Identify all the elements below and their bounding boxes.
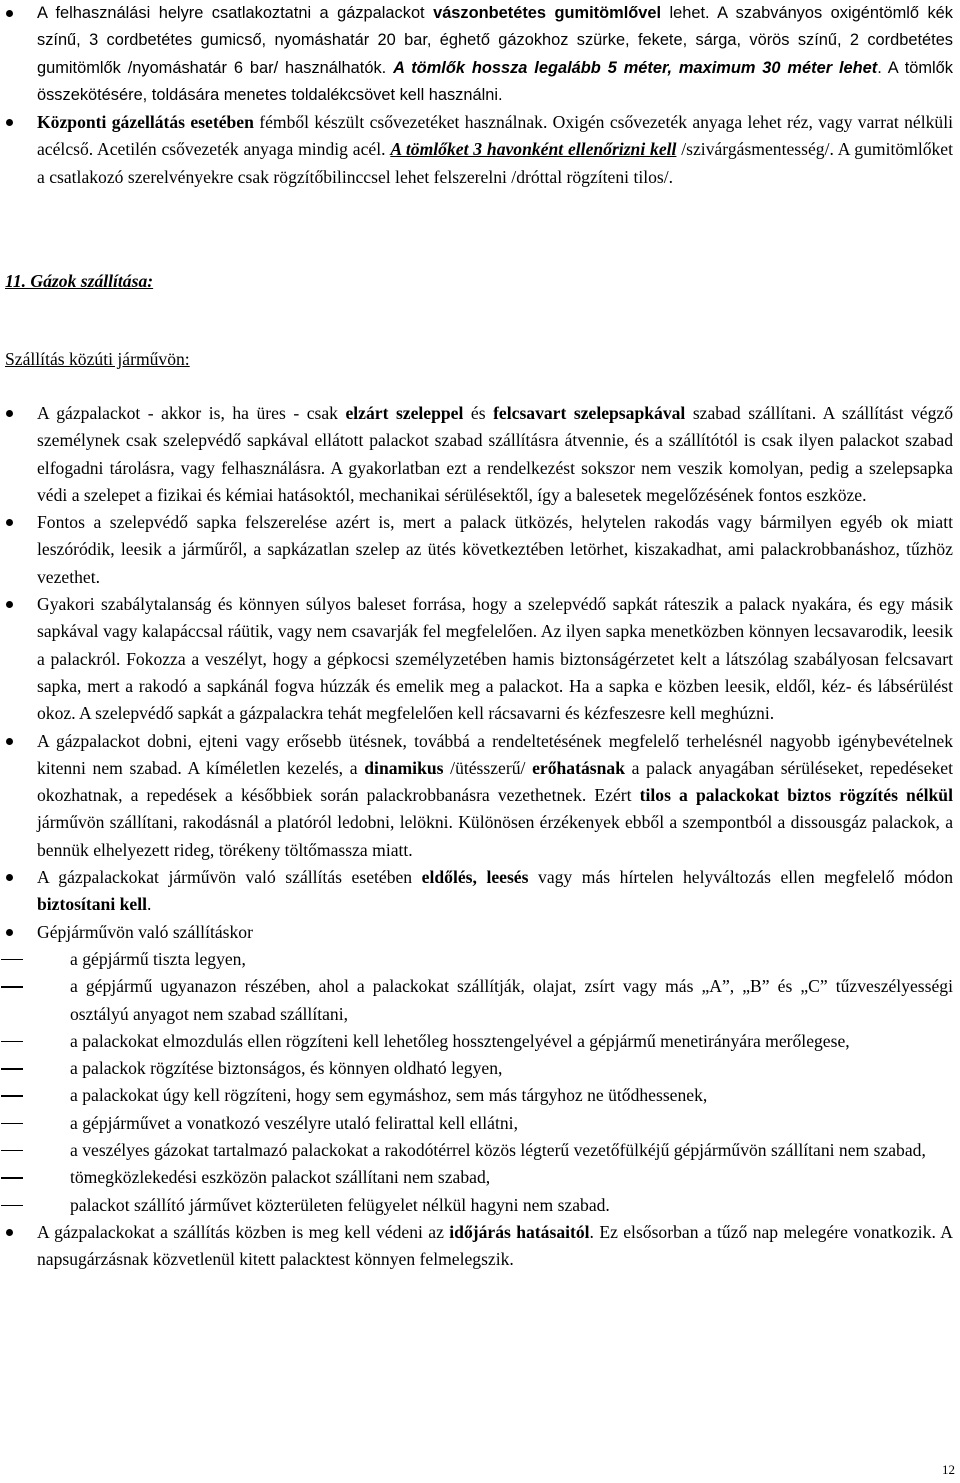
list-item: A gázpalackokat a szállítás közben is meg kell védeni az időjárás hatásaitól. Ez elsősorban a tűző nap melegére vonatkozik. A napsugárzásnak közvetlenül kitett palacktest könnyen felmelegszik. xyxy=(0,1219,953,1274)
list-item: Gyakori szabálytalanság és könnyen súlyos baleset forrása, hogy a szelepvédő sapkát ráteszik a palack nyakára, és egy másik sapkával vagy kalapáccsal ráütik, vagy nem csavarják fel megfelelően. Az ilyen sapka menetközben könnyen lecsavarodik, leesik a palackról. Fokozza a veszélyt, hogy a gépkocsi személyzetében hamis biztonságérzetet kelt a látszólag szabályosan felcsavart sapka, mert a rakodó a sapkánál fogva húzzák és emelik meg a palackot. Ha a sapka e közben leesik, eldől, kéz- és lábsérülést okoz. A szelepvédő sapkát a gázpalackra tehát megfelelően kell rácsavarni és kézfeszesre kell meghúzni. xyxy=(0,591,953,727)
list-item: Fontos a szelepvédő sapka felszerelése azért is, mert a palack ütközés, helytelen rakodás vagy bármilyen egyéb ok miatt leszóródik, leesik a járműről, a sapkázatlan szelep az ütés következtében letörhet, kiszakadhat, ami palackrobbanáshoz, tűzhöz vezethet. xyxy=(0,509,953,591)
hose-bullet-list xyxy=(0,0,953,191)
dash-item: a gépjármű ugyanazon részében, ahol a palackokat szállítják, olajat, zsírt vagy más „A”, „B” és „C” tűzveszélyességi osztályú anyagot nem szabad szállítani, xyxy=(37,973,953,1028)
bold-term: vászonbetétes gumitömlővel xyxy=(433,4,662,22)
dash-item: a palackokat elmozdulás ellen rögzíteni kell lehetőleg hossztengelyével a gépjármű menetirányára merőlegese, xyxy=(37,1028,953,1055)
list-item: A gázpalackokat járművön való szállítás esetében eldőlés, leesés vagy más hírtelen helyváltozás ellen megfelelő módon biztosítani kell. xyxy=(0,864,953,919)
dash-item: a gépjármű tiszta legyen, xyxy=(37,946,953,973)
bold-term: Központi gázellátás esetében xyxy=(37,112,254,133)
list-item: A felhasználási helyre csatlakoztatni a gázpalackot vászonbetétes gumitömlővel lehet. A szabványos oxigéntömlő kék színű, 3 cordbetétes gumicső, nyomáshatár 20 bar, éghető gázokhoz szürke, fekete, sárga, vörös színű, 2 cordbetétes gumitömlők /nyomáshatár 6 bar/ használhatók. A tömlők hossza legalább 5 méter, maximum 30 méter lehet. A tömlők összekötésére, toldására menetes toldalékcsövet kell használni. xyxy=(0,0,953,109)
dash-item: a palackokat úgy kell rögzíteni, hogy sem egymáshoz, sem más tárgyhoz ne ütődhessenek, xyxy=(37,1082,953,1109)
page-number: 12 xyxy=(942,1462,955,1477)
dash-item: a palackok rögzítése biztonságos, és könnyen oldható legyen, xyxy=(37,1055,953,1082)
list-intro: Gépjárművön való szállításkor xyxy=(37,921,253,942)
list-item: A gázpalackot dobni, ejteni vagy erősebb ütésnek, továbbá a rendeltetésének megfelelő terhelésnél nagyobb igénybevételnek kitenni nem szabad. A kíméletlen kezelés, a dinamikus /ütésszerű/ erőhatásnak a palack anyagában sérüléseket, repedéseket okozhatnak, a repedések a későbbiek során palackrobbanásra vezethetnek. Ezért tilos a palackokat biztos rögzítés nélkül járművön szállítani, rakodásnál a platóról ledobni, lelökni. Különösen érzékenyek ebből a szempontból a dissousgáz palackok, a bennük elhelyezett rideg, törékeny töltőmassza miatt. xyxy=(0,728,953,864)
list-item: Központi gázellátás esetében fémből készült csővezetéket használnak. Oxigén csővezeték anyaga lehet réz, vagy varrat nélküli acélcső. Acetilén csővezeték anyaga mindig acél. A tömlőket 3 havonként ellenőrizni kell /szivárgásmentesség/. A gumitömlőket a csatlakozó szerelvényekre csak rögzítőbilinccsel lehet felszerelni /dróttal rögzíteni tilos/. xyxy=(0,109,953,191)
list-item xyxy=(0,919,953,1219)
emphasized-sentence: A tömlőket 3 havonként ellenőrizni kell xyxy=(390,139,677,160)
section-heading: 11. Gázok szállítása: xyxy=(5,271,154,291)
transport-bullet-list xyxy=(0,400,953,1274)
dash-item: tömegközlekedési eszközön palackot szállítani nem szabad, xyxy=(37,1164,953,1191)
emphasized-sentence: A tömlők hossza legalább 5 méter, maximum 30 méter lehet xyxy=(393,58,878,77)
subheading: Szállítás közúti járművön: xyxy=(5,349,190,369)
list-item: A gázpalackot - akkor is, ha üres - csak elzárt szeleppel és felcsavart szelepsapkával szabad szállítani. A szállítást végző személynek csak szelepvédő sapkával ellátott palackot szabad szállításra átvennie, és a szállítótól is csak ilyen palackot szabad elfogadni tárolásra, vagy felhasználásra. A gyakorlatban ezt a rendelkezést sokszor nem veszik komolyan, pedig a szelepsapka védi a szelepet a fizikai és kémiai hatásoktól, mechanikai sérülésektől, így a balesetek megelőzésének fontos eszköze. xyxy=(0,400,953,509)
dash-item: palackot szállító járművet közterületen felügyelet nélkül hagyni nem szabad. xyxy=(37,1192,953,1219)
dash-item: a veszélyes gázokat tartalmazó palackokat a rakodótérrel közös légterű vezetőfülkéjű gépjárművön szállítani nem szabad, xyxy=(37,1137,953,1164)
dash-list xyxy=(37,946,953,1219)
dash-item: a gépjárművet a vonatkozó veszélyre utaló felirattal kell ellátni, xyxy=(37,1110,953,1137)
